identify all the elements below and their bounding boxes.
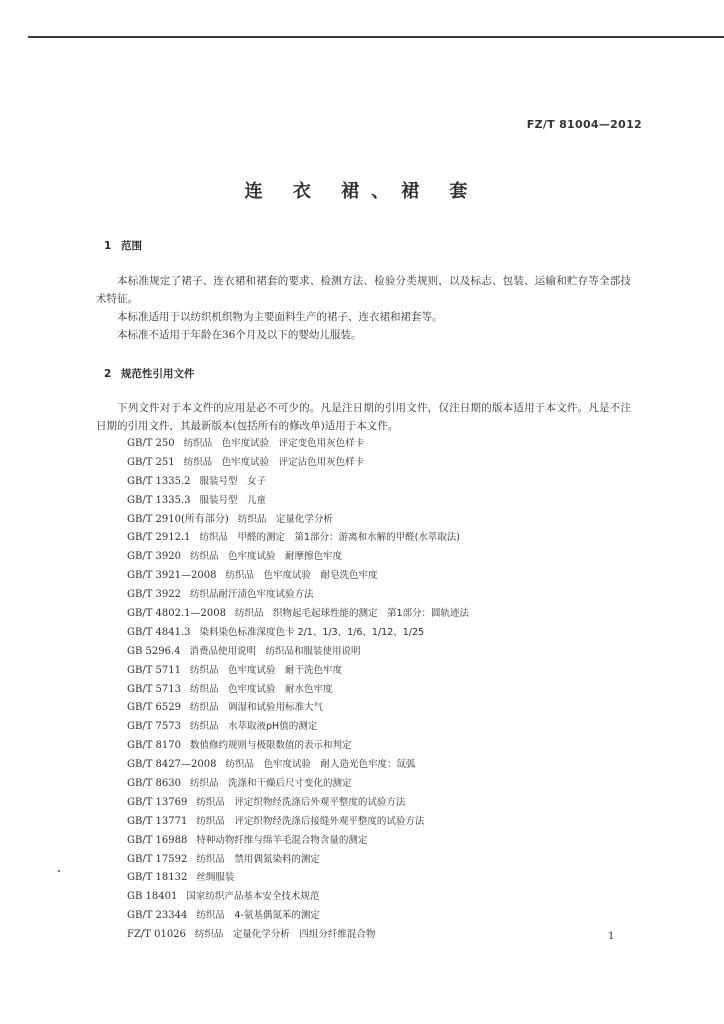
reference-title: 染料染色标准深度色卡 2/1、1/3、1/6、1/12、1/25 [199,626,425,638]
reference-title: 纺织品 定量化学分析 [237,513,333,525]
reference-title: 消费品使用说明 纺织品和服装使用说明 [189,645,361,657]
section-1-paragraph-1: 本标准规定了裙子、连衣裙和裙套的要求、检测方法、检验分类规则，以及标志、包装、运输和贮存等全部技术特征。 [96,275,631,305]
reference-title: 纺织品 调湿和试验用标准大气 [190,702,324,714]
reference-title: 纺织品 水萃取液pH值的测定 [190,721,318,733]
reference-item [127,662,469,681]
reference-item [127,832,469,851]
reference-title: 纺织品 色牢度试验 耐干洗色牢度 [190,664,343,676]
document-title: 连 衣 裙、裙 套 [244,181,480,202]
section-2-title: 规范性引用文件 [121,368,195,380]
reference-item [127,756,469,775]
reference-item [127,454,469,473]
reference-code: GB/T 5713 [127,683,182,695]
reference-title: 纺织品 色牢度试验 耐人造光色牢度：氙弧 [225,759,416,771]
reference-item [127,888,469,907]
reference-code: GB/T 1335.2 [127,475,191,487]
scan-speck [58,870,60,872]
reference-title: 纺织品耐汗渍色牢度试验方法 [190,589,314,601]
reference-title: 数值修约规则与极限数值的表示和判定 [190,740,352,752]
reference-item [127,473,469,492]
section-1-paragraph-3: 本标准不适用于年龄在36个月及以下的婴幼儿服装。 [117,329,362,341]
reference-item [127,624,469,643]
reference-code: GB/T 3920 [127,551,182,563]
reference-code: GB/T 6529 [127,702,182,714]
reference-title: 服装号型 女子 [199,475,267,487]
reference-item [127,737,469,756]
reference-item [127,643,469,662]
reference-item [127,492,469,511]
reference-item [127,529,469,548]
reference-code: GB/T 23344 [127,910,188,922]
reference-title: 纺织品 禁用偶氮染料的测定 [196,853,320,865]
reference-item [127,851,469,870]
reference-code: GB/T 4802.1—2008 [127,608,226,620]
section-2-number: 2 [104,368,112,380]
section-2-heading [104,366,195,381]
reference-title: 纺织品 4-氨基偶氮苯的测定 [196,910,320,922]
reference-code: GB 18401 [127,891,178,903]
reference-title: 服装号型 儿童 [199,494,267,506]
reference-title: 纺织品 洗涤和干燥后尺寸变化的测定 [190,778,352,790]
reference-item [127,718,469,737]
reference-title: 纺织品 定量化学分析 四组分纤维混合物 [194,929,376,941]
reference-title: 纺织品 色牢度试验 耐水色牢度 [190,683,333,695]
reference-title: 纺织品 甲醛的测定 第1部分：游离和水解的甲醛(水萃取法) [199,532,461,544]
reference-code: GB/T 251 [127,456,175,468]
reference-item [127,586,469,605]
reference-item [127,907,469,926]
reference-code: GB/T 8630 [127,778,182,790]
reference-title: 纺织品 评定织物经洗涤后接缝外观平整度的试验方法 [196,815,425,827]
reference-title: 丝绸服装 [196,872,235,884]
reference-item [127,435,469,454]
standard-code: FZ/T 81004—2012 [526,118,642,131]
reference-code: GB/T 5711 [127,664,182,676]
reference-title: 纺织品 色牢度试验 耐皂洗色牢度 [225,570,378,582]
reference-code: GB/T 17592 [127,853,188,865]
reference-item [127,567,469,586]
reference-code: GB/T 13769 [127,796,188,808]
reference-list [127,435,469,945]
reference-code: GB/T 3922 [127,589,182,601]
reference-code: GB/T 4841.3 [127,626,191,638]
reference-title: 纺织品 色牢度试验 评定沾色用灰色样卡 [183,456,365,468]
page-number: 1 [608,931,615,942]
reference-item [127,681,469,700]
reference-title: 纺织品 色牢度试验 评定变色用灰色样卡 [183,438,365,449]
section-1-title: 范围 [121,240,142,252]
section-1-heading [104,238,142,253]
reference-code: GB/T 16988 [127,834,188,846]
reference-code: GB/T 250 [127,438,175,449]
reference-code: GB/T 2910(所有部分) [127,513,229,525]
reference-title: 国家纺织产品基本安全技术规范 [186,891,320,903]
reference-code: GB/T 13771 [127,815,188,827]
reference-code: GB/T 7573 [127,721,182,733]
reference-code: GB/T 8170 [127,740,182,752]
reference-item [127,813,469,832]
reference-code: GB 5296.4 [127,645,181,657]
reference-code: GB/T 3921—2008 [127,570,217,582]
reference-code: GB/T 8427—2008 [127,759,217,771]
section-2-intro: 下列文件对于本文件的应用是必不可少的。凡是注日期的引用文件，仅注日期的版本适用于本文件。凡是不注日期的引用文件，其最新版本(包括所有的修改单)适用于本文件。 [96,402,631,432]
reference-title: 纺织品 评定织物经洗涤后外观平整度的试验方法 [196,796,406,808]
reference-code: GB/T 1335.3 [127,494,191,506]
reference-item [127,794,469,813]
section-1-paragraph-2: 本标准适用于以纺织机织物为主要面料生产的裙子、连衣裙和裙套等。 [117,311,443,323]
reference-item [127,869,469,888]
reference-item [127,511,469,530]
reference-code: GB/T 2912.1 [127,532,191,544]
reference-item [127,775,469,794]
reference-code: FZ/T 01026 [127,929,186,941]
reference-code: GB/T 18132 [127,872,188,884]
reference-item [127,548,469,567]
reference-item [127,926,469,945]
reference-title: 纺织品 色牢度试验 耐摩擦色牢度 [190,551,343,563]
reference-title: 特种动物纤维与绵羊毛混合物含量的测定 [196,834,368,846]
header-rule [28,36,724,38]
reference-title: 纺织品 织物起毛起球性能的测定 第1部分：圆轨迹法 [235,608,470,620]
section-1-number: 1 [104,240,112,252]
reference-item [127,605,469,624]
reference-item [127,699,469,718]
